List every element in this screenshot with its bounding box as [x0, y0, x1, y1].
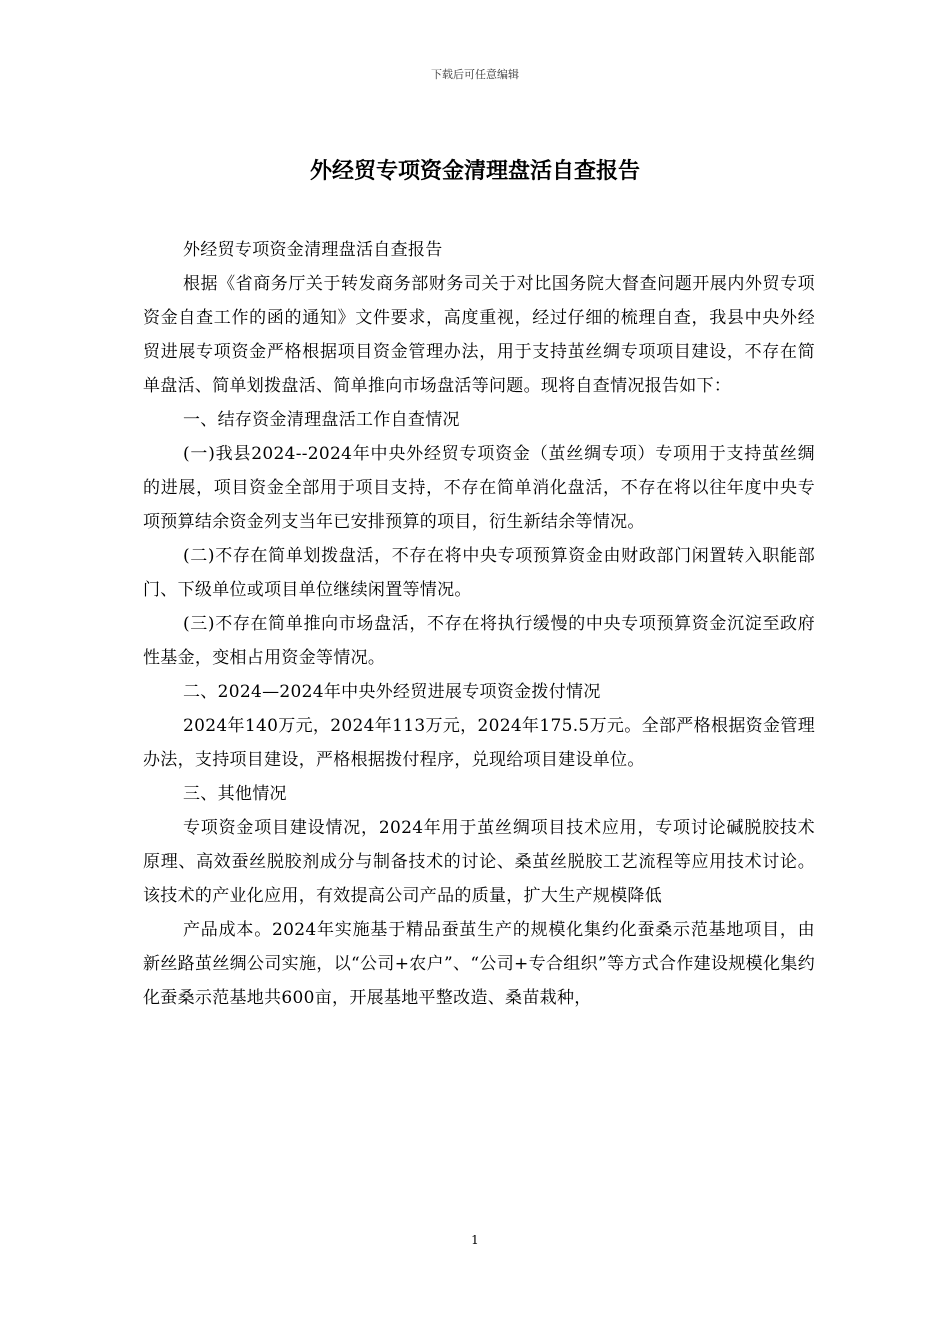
paragraph-item-1: (一)我县2024--2024年中央外经贸专项资金（茧丝绸专项）专项用于支持茧丝绸的进展，项目资金全部用于项目支持，不存在简单消化盘活，不存在将以往年度中央专项预算结余资金列支当年已安排预算的项目，衍生新结余等情况。 [143, 444, 815, 532]
paragraph-intro: 根据《省商务厅关于转发商务部财务司关于对比国务院大督查问题开展内外贸专项资金自查工作的函的通知》文件要求，高度重视，经过仔细的梳理自查，我县中央外经贸进展专项资金严格根据项目资金管理办法，用于支持茧丝绸专项项目建设，不存在简单盘活、简单划拨盘活、简单推向市场盘活等问题。现将自查情况报告如下： [143, 274, 815, 396]
section-heading-1: 一、结存资金清理盘活工作自查情况 [183, 410, 460, 430]
paragraph-item-3: (三)不存在简单推向市场盘活，不存在将执行缓慢的中央专项预算资金沉淀至政府性基金，变相占用资金等情况。 [143, 614, 815, 668]
paragraph-item-2: (二)不存在简单划拨盘活，不存在将中央专项预算资金由财政部门闲置转入职能部门、下级单位或项目单位继续闲置等情况。 [143, 546, 815, 600]
paragraph-project: 专项资金项目建设情况，2024年用于茧丝绸项目技术应用，专项讨论碱脱胶技术原理、高效蚕丝脱胶剂成分与制备技术的讨论、桑茧丝脱胶工艺流程等应用技术讨论。该技术的产业化应用，有效提高公司产品的质量，扩大生产规模降低 [143, 818, 815, 906]
paragraph-funding: 2024年140万元，2024年113万元，2024年175.5万元。全部严格根据资金管理办法，支持项目建设，严格根据拨付程序，兑现给项目建设单位。 [143, 716, 815, 770]
paragraph-cost: 产品成本。2024年实施基于精品蚕茧生产的规模化集约化蚕桑示范基地项目，由新丝路茧丝绸公司实施，以“公司+农户”、“公司+专合组织”等方式合作建设规模化集约化蚕桑示范基地共600亩，开展基地平整改造、桑苗栽种， [143, 920, 815, 1008]
section-heading-3: 三、其他情况 [183, 784, 287, 804]
page-number: 1 [471, 1233, 479, 1247]
document-body [143, 233, 815, 1015]
section-heading-2: 二、2024—2024年中央外经贸进展专项资金拨付情况 [183, 682, 601, 702]
paragraph-subtitle: 外经贸专项资金清理盘活自查报告 [183, 240, 443, 260]
document-title: 外经贸专项资金清理盘活自查报告 [309, 158, 640, 184]
header-note: 下载后可任意编辑 [431, 68, 519, 81]
